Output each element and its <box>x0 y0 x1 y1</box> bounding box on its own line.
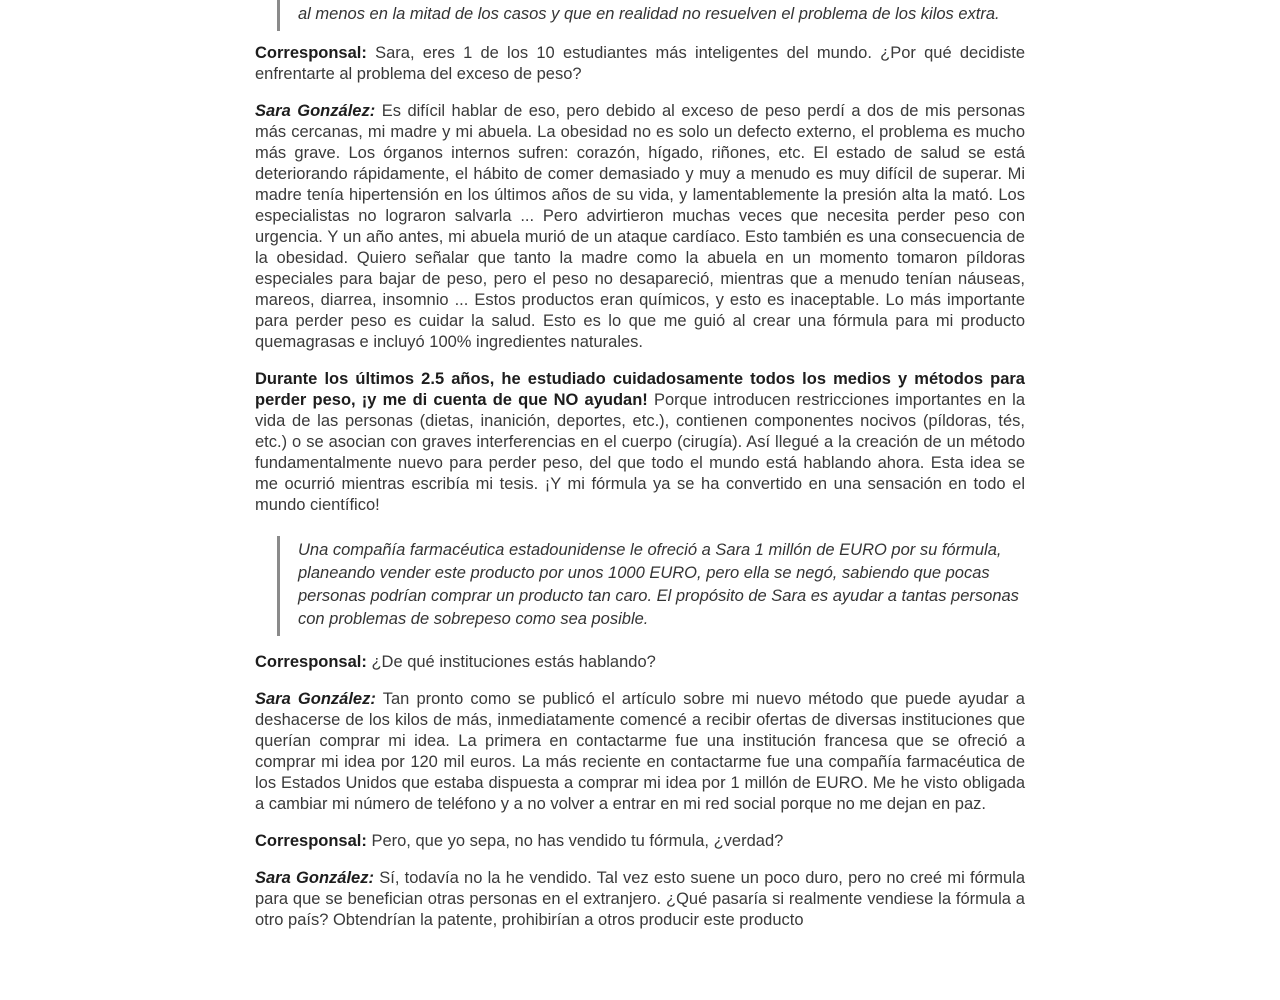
emphasis-lead: Durante los últimos 2.5 años, he estudiado cuidadosamente todos los medios y métodos para perder peso, ¡y me di cuenta de que NO ayudan! <box>255 370 1025 409</box>
speaker-label-corresponsal: Corresponsal: <box>255 653 367 671</box>
dialogue-corresponsal-1 <box>255 43 1025 85</box>
speaker-label-sara: Sara González: <box>255 102 376 120</box>
dialogue-sara-1 <box>255 101 1025 353</box>
pull-quote-top-text: al menos en la mitad de los casos y que en realidad no resuelven el problema de los kilos extra. <box>298 5 1000 23</box>
dialogue-text: Pero, que yo sepa, no has vendido tu fórmula, ¿verdad? <box>371 832 784 850</box>
pull-quote-mid-text: Una compañía farmacéutica estadounidense le ofreció a Sara 1 millón de EURO por su fórmula, planeando vender este producto por unos 1000 EURO, pero ella se negó, sabiendo que pocas personas podrían comprar un producto tan caro. El propósito de Sara es ayudar a tantas personas con problemas de sobrepeso como sea posible. <box>298 541 1019 628</box>
dialogue-corresponsal-3 <box>255 831 1025 852</box>
dialogue-text: Sí, todavía no la he vendido. Tal vez esto suene un poco duro, pero no creé mi fórmula para que se benefician otras personas en el extranjero. ¿Qué pasaría si realmente vendiese la fórmula a otro país? Obtendrían la patente, prohibirían a otros producir este producto <box>255 869 1026 929</box>
speaker-label-sara: Sara González: <box>255 869 374 887</box>
speaker-label-sara: Sara González: <box>255 690 376 708</box>
article-page <box>255 0 1025 931</box>
dialogue-text: ¿De qué instituciones estás hablando? <box>371 653 656 671</box>
emphasis-paragraph <box>255 369 1025 516</box>
dialogue-text: Es difícil hablar de eso, pero debido al exceso de peso perdí a dos de mis personas más cercanas, mi madre y mi abuela. La obesidad no es solo un defecto externo, el problema es mucho más grave. Los órganos internos sufren: corazón, hígado, riñones, etc. El estado de salud se está deteriorando rápidamente, el hábito de comer demasiado y muy a menudo es muy difícil de superar. Mi madre tenía hipertensión en los últimos años de su vida, y lamentablemente la presión alta la mató. Los especialistas no lograron salvarla ... Pero advirtieron muchas veces que necesita perder peso con urgencia. Y un año antes, mi abuela murió de un ataque cardíaco. Esto también es una consecuencia de la obesidad. Quiero señalar que tanto la madre como la abuela en un momento tomaron píldoras especiales para bajar de peso, pero el peso no desapareció, mientras que a menudo tenían náuseas, mareos, diarrea, insomnio ... Estos productos eran químicos, y esto es inaceptable. Lo más importante para perder peso es cuidar la salud. Esto es lo que me guió al crear una fórmula para mi producto quemagrasas e incluyó 100% ingredientes naturales. <box>255 102 1025 351</box>
dialogue-text: Sara, eres 1 de los 10 estudiantes más inteligentes del mundo. ¿Por qué decidiste enfrentarte al problema del exceso de peso? <box>255 44 1025 83</box>
dialogue-sara-2 <box>255 689 1025 815</box>
speaker-label-corresponsal: Corresponsal: <box>255 832 367 850</box>
dialogue-sara-3 <box>255 868 1025 931</box>
dialogue-text: Tan pronto como se publicó el artículo sobre mi nuevo método que puede ayudar a deshacerse de los kilos de más, inmediatamente comencé a recibir ofertas de diversas instituciones que querían comprar mi idea. La primera en contactarme fue una institución francesa que se ofreció a comprar mi idea por 120 mil euros. La más reciente en contactarme fue una compañía farmacéutica de los Estados Unidos que estaba dispuesta a comprar mi idea por 1 millón de EURO. Me he visto obligada a cambiar mi número de teléfono y a no volver a entrar en mi red social porque no me dejan en paz. <box>255 690 1025 813</box>
dialogue-corresponsal-2 <box>255 652 1025 673</box>
pull-quote-top <box>277 0 1025 31</box>
speaker-label-corresponsal: Corresponsal: <box>255 44 367 62</box>
pull-quote-mid <box>277 536 1025 636</box>
emphasis-text: Porque introducen restricciones importantes en la vida de las personas (dietas, inanición, deportes, etc.), contienen componentes nocivos (píldoras, tés, etc.) o se asocian con graves interferencias en el cuerpo (cirugía). Así llegué a la creación de un método fundamentalmente nuevo para perder peso, del que todo el mundo está hablando ahora. Esta idea se me ocurrió mientras escribía mi tesis. ¡Y mi fórmula ya se ha convertido en una sensación en todo el mundo científico! <box>255 391 1025 514</box>
